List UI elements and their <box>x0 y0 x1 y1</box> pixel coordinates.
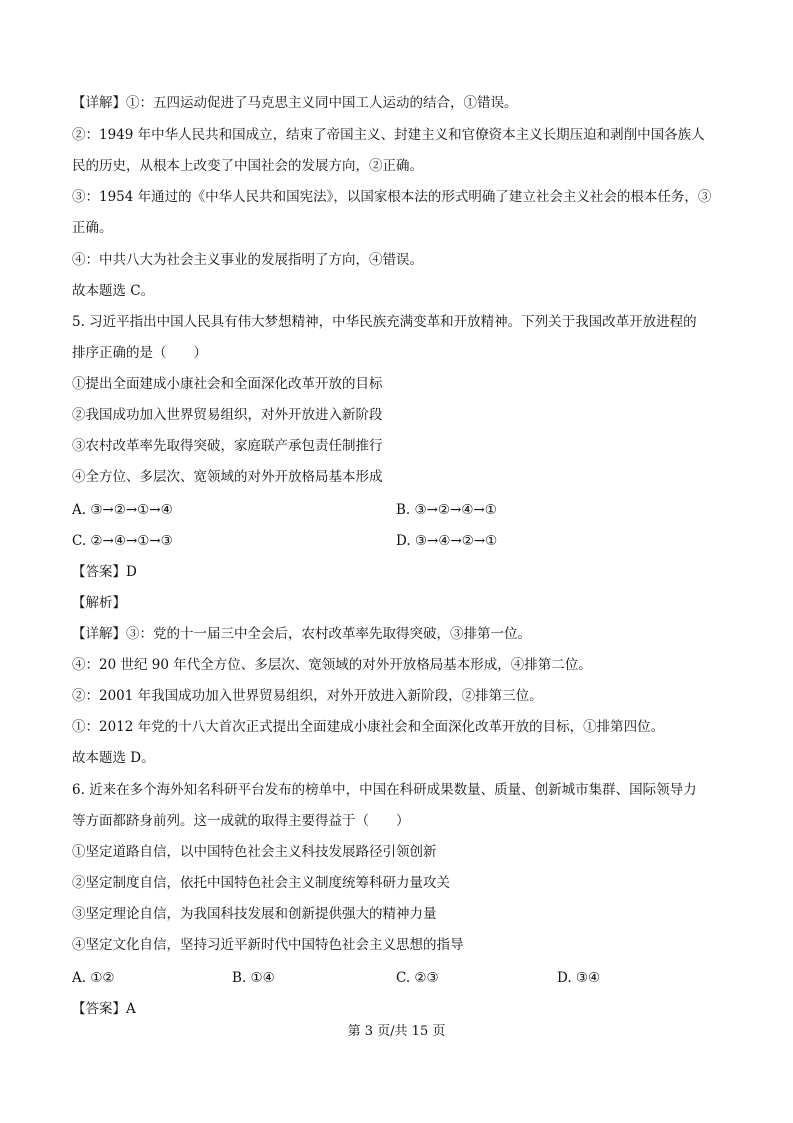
q5-conclusion: 故本题选 D。 <box>72 750 155 766</box>
q6-option-d: D. ③④ <box>557 970 601 986</box>
q4-detail-line-2b: 民的历史，从根本上改变了中国社会的发展方向，②正确。 <box>72 158 423 174</box>
q5-stem-line-2: 排序正确的是（ ） <box>72 345 207 361</box>
q4-conclusion: 故本题选 C。 <box>72 283 155 299</box>
q6-option-b: B. ①④ <box>232 970 275 986</box>
q4-detail-line-2a: ②：1949 年中华人民共和国成立，结束了帝国主义、封建主义和官僚资本主义长期压迫和剥削中国各族人 <box>72 127 705 143</box>
q4-detail-line-3a: ③：1954 年通过的《中华人民共和国宪法》，以国家根本法的形式明确了建立社会主义社会的根本任务，③ <box>72 189 712 205</box>
q5-option-c: C. ②→④→①→③ <box>72 533 173 549</box>
q5-item-3: ③农村改革率先取得突破，家庭联产承包责任制推行 <box>72 438 383 454</box>
q6-option-c: C. ②③ <box>396 970 439 986</box>
q6-answer-line <box>72 999 733 1019</box>
q5-analysis-tag <box>72 593 733 613</box>
detail-tag: 【详解】 <box>72 626 126 642</box>
q4-detail-line-1 <box>72 93 733 113</box>
q5-detail-text-1: ③：党的十一届三中全会后，农村改革率先取得突破，③排第一位。 <box>126 626 531 642</box>
q4-detail-text-1: ①：五四运动促进了马克思主义同中国工人运动的结合，①错误。 <box>126 95 518 111</box>
q5-answer: D <box>126 564 137 580</box>
q4-detail-line-3b: 正确。 <box>72 220 113 236</box>
q6-answer: A <box>126 1001 136 1017</box>
analysis-tag: 【解析】 <box>72 595 126 611</box>
answer-tag: 【答案】 <box>72 564 126 580</box>
q6-item-1: ①坚定道路自信，以中国特色社会主义科技发展路径引领创新 <box>72 844 437 860</box>
q6-stem-line-2: 等方面都跻身前列。这一成就的取得主要得益于（ ） <box>72 813 410 829</box>
detail-tag: 【详解】 <box>72 95 126 111</box>
q5-item-1: ①提出全面建成小康社会和全面深化改革开放的目标 <box>72 376 383 392</box>
q5-detail-line-3: ②：2001 年我国成功加入世界贸易组织，对外开放进入新阶段，②排第三位。 <box>72 688 543 704</box>
q5-item-2: ②我国成功加入世界贸易组织，对外开放进入新阶段 <box>72 407 383 423</box>
q5-detail-line-1 <box>72 624 733 644</box>
q6-stem-line-1: 6. 近来在多个海外知名科研平台发布的榜单中，中国在科研成果数量、质量、创新城市集群、国际领导力 <box>72 782 697 798</box>
q5-detail-line-4: ①：2012 年党的十八大首次正式提出全面建成小康社会和全面深化改革开放的目标，①排第四位。 <box>72 719 665 735</box>
q4-detail-line-4: ④：中共八大为社会主义事业的发展指明了方向，④错误。 <box>72 252 423 268</box>
q5-option-a: A. ③→②→①→④ <box>72 502 173 518</box>
q5-item-4: ④全方位、多层次、宽领域的对外开放格局基本形成 <box>72 469 383 485</box>
q5-stem-line-1: 5. 习近平指出中国人民具有伟大梦想精神，中华民族充满变革和开放精神。下列关于我国改革开放进程的 <box>72 314 697 330</box>
page-footer: 第 3 页/共 15 页 <box>347 1024 446 1039</box>
answer-tag: 【答案】 <box>72 1001 126 1017</box>
q6-item-3: ③坚定理论自信，为我国科技发展和创新提供强大的精神力量 <box>72 906 437 922</box>
q6-item-2: ②坚定制度自信，依托中国特色社会主义制度统筹科研力量攻关 <box>72 875 450 891</box>
q6-item-4: ④坚定文化自信，坚持习近平新时代中国特色社会主义思想的指导 <box>72 937 464 953</box>
q5-option-b: B. ③→②→④→① <box>396 502 497 518</box>
q5-option-d: D. ③→④→②→① <box>396 533 498 549</box>
q6-option-a: A. ①② <box>72 970 115 986</box>
q5-detail-line-2: ④：20 世纪 90 年代全方位、多层次、宽领域的对外开放格局基本形成，④排第二位。 <box>72 657 592 673</box>
q5-answer-line <box>72 562 733 582</box>
